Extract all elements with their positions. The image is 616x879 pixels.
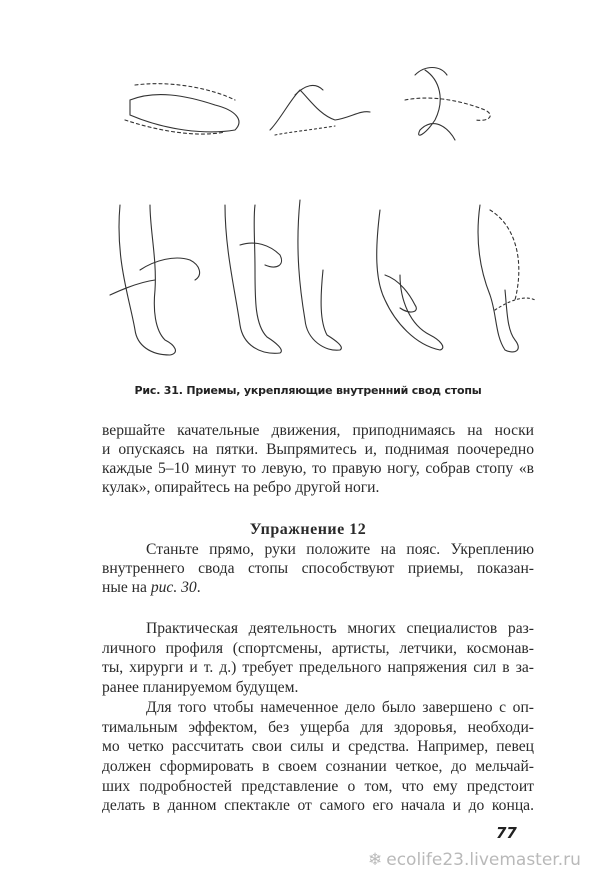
- text-line: ранее планируемом будущем.: [102, 679, 299, 696]
- text-line: Станьте прямо, руки положите на пояс. Укреплению: [146, 541, 534, 558]
- text-line: личного профиля (спортсмены, артисты, летчики, космонав-: [102, 639, 534, 657]
- text-line: каждые 5–10 минут то левую, то правую ногу, собрав стопу «в: [102, 460, 534, 477]
- text-fragment: .: [196, 579, 201, 596]
- watermark: [368, 850, 581, 870]
- text-line: ты, хирурги и т. д.) требует предельного напряжения сил в за-: [102, 659, 534, 677]
- text-line: мо четко рассчитать свои силы и средства. Например, певец: [102, 738, 534, 756]
- text-line: [102, 578, 534, 597]
- figure-illustration-feet-exercises: [95, 60, 535, 370]
- text-line: тимальным эффектом, без ущерба для здоровья, необходи-: [102, 718, 534, 736]
- text-fragment: ные на: [102, 579, 151, 596]
- figure-caption: Рис. 31. Приемы, укрепляющие внутренний свод стопы: [134, 384, 482, 397]
- text-line: и опускаясь на пятки. Выпрямитесь и, поднимая поочередно: [102, 441, 534, 458]
- text-line: внутреннего свода стопы способствуют приемы, показан-: [102, 560, 534, 577]
- top-row-leg-sketches: [125, 68, 490, 141]
- exercise-heading: Упражнение 12: [249, 521, 367, 538]
- text-line: ших подробностей представление о том, что ему предстоит: [102, 777, 534, 795]
- text-line: делать в данном спектакле от самого его начала и до конца.: [102, 797, 534, 815]
- snowflake-icon: ❄: [368, 850, 383, 870]
- text-line: Для того чтобы намеченное дело было завершено с оп-: [146, 698, 534, 716]
- page-number: 77: [496, 824, 517, 842]
- figure-reference: рис. 30: [150, 579, 197, 596]
- watermark-text: ecolife23.livemaster.ru: [386, 850, 581, 870]
- text-line: вершайте качательные движения, приподнимаясь на носки: [102, 422, 534, 439]
- text-line: должен сформировать в своем сознании четкое, до мельчай-: [102, 757, 534, 775]
- text-line: Практическая деятельность многих специалистов раз-: [146, 620, 534, 637]
- text-line: кулак», опирайтесь на ребро другой ноги.: [102, 479, 380, 496]
- bottom-row-leg-sketches: [110, 200, 535, 355]
